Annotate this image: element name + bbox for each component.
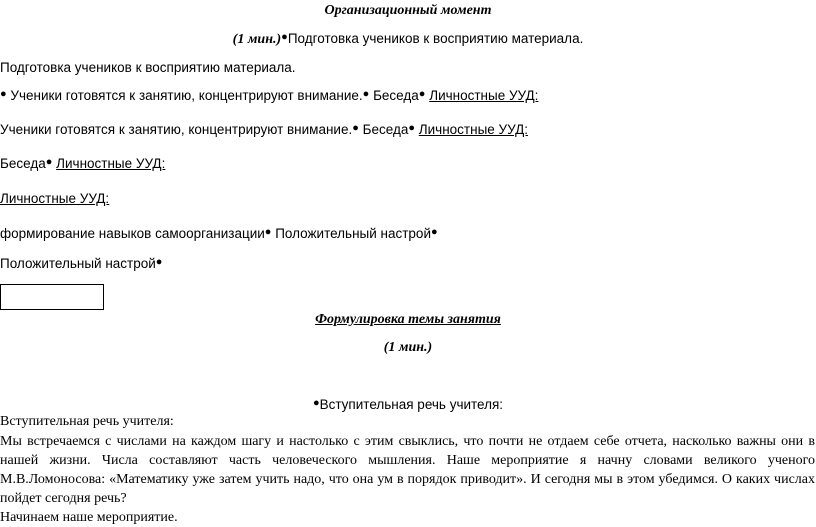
section2-bullet-text: Вступительная речь учителя: xyxy=(319,397,504,412)
body-last: Начинаем наше мероприятие. xyxy=(0,510,178,525)
bullet-icon: ● xyxy=(430,226,438,238)
row-1: Подготовка учеников к восприятию материала. xyxy=(0,60,296,75)
empty-box xyxy=(0,284,104,310)
body-label: Вступительная речь учителя: xyxy=(0,414,174,429)
row-6 xyxy=(0,226,438,243)
bullet-icon: ● xyxy=(418,88,426,100)
section2-bullet-line xyxy=(0,397,816,414)
body-text: Мы встречаемся с числами на каждом шагу и настолько с этим свыклись, что почти не отдаем себе отчета, насколько важны они в нашей жизни. Числа составляют часть человеческого мышления. Наше мероприятие я начну словами великого ученого М.В.Ломоносова: «Математику уже затем учить надо, что она ум в порядок приводит». И сегодня мы в этом убедимся. О каких числах пойдет сегодня речь? xyxy=(0,434,815,506)
row-2-text: Ученики готовятся к занятию, концентрируют внимание. xyxy=(10,88,363,103)
row-4-beseda: Беседа xyxy=(0,156,46,171)
bullet-icon: ● xyxy=(155,256,163,268)
row-6-text: формирование навыков самоорганизации xyxy=(0,226,265,241)
row-3 xyxy=(0,122,528,139)
row-3-uud: Личностные УУД: xyxy=(418,122,528,137)
section-title-org: Организационный момент xyxy=(324,3,492,18)
bullet-icon: ● xyxy=(362,88,370,100)
row-2-beseda: Беседа xyxy=(373,88,419,103)
bullet-icon: ● xyxy=(281,31,288,43)
bullet-icon: ● xyxy=(408,122,416,134)
section-title-topic: Формулировка темы занятия xyxy=(315,312,501,327)
row-7-text: Положительный настрой xyxy=(0,256,156,271)
row-3-text: Ученики готовятся к занятию, концентрируют внимание. xyxy=(0,122,353,137)
bullet-icon: ● xyxy=(352,122,359,134)
bullet-icon: ● xyxy=(45,156,53,168)
row-3-beseda: Беседа xyxy=(362,122,409,137)
row-6-nastroy: Положительный настрой xyxy=(275,226,431,241)
row-4 xyxy=(0,156,165,173)
row-4-uud: Личностные УУД: xyxy=(56,156,166,171)
bullet-icon: ● xyxy=(312,397,320,409)
row-7 xyxy=(0,256,162,273)
bullet-icon: ● xyxy=(264,226,272,238)
section2-duration: (1 мин.) xyxy=(383,340,433,355)
row-5: Личностные УУД: xyxy=(0,191,110,206)
duration-label: (1 мин.) xyxy=(232,32,282,47)
row-2 xyxy=(0,88,538,105)
header-subtitle: Подготовка учеников к восприятию материала. xyxy=(287,31,584,46)
header-duration-line xyxy=(0,31,816,48)
bullet-icon: ● xyxy=(0,88,7,100)
row-2-uud: Личностные УУД: xyxy=(429,88,539,103)
